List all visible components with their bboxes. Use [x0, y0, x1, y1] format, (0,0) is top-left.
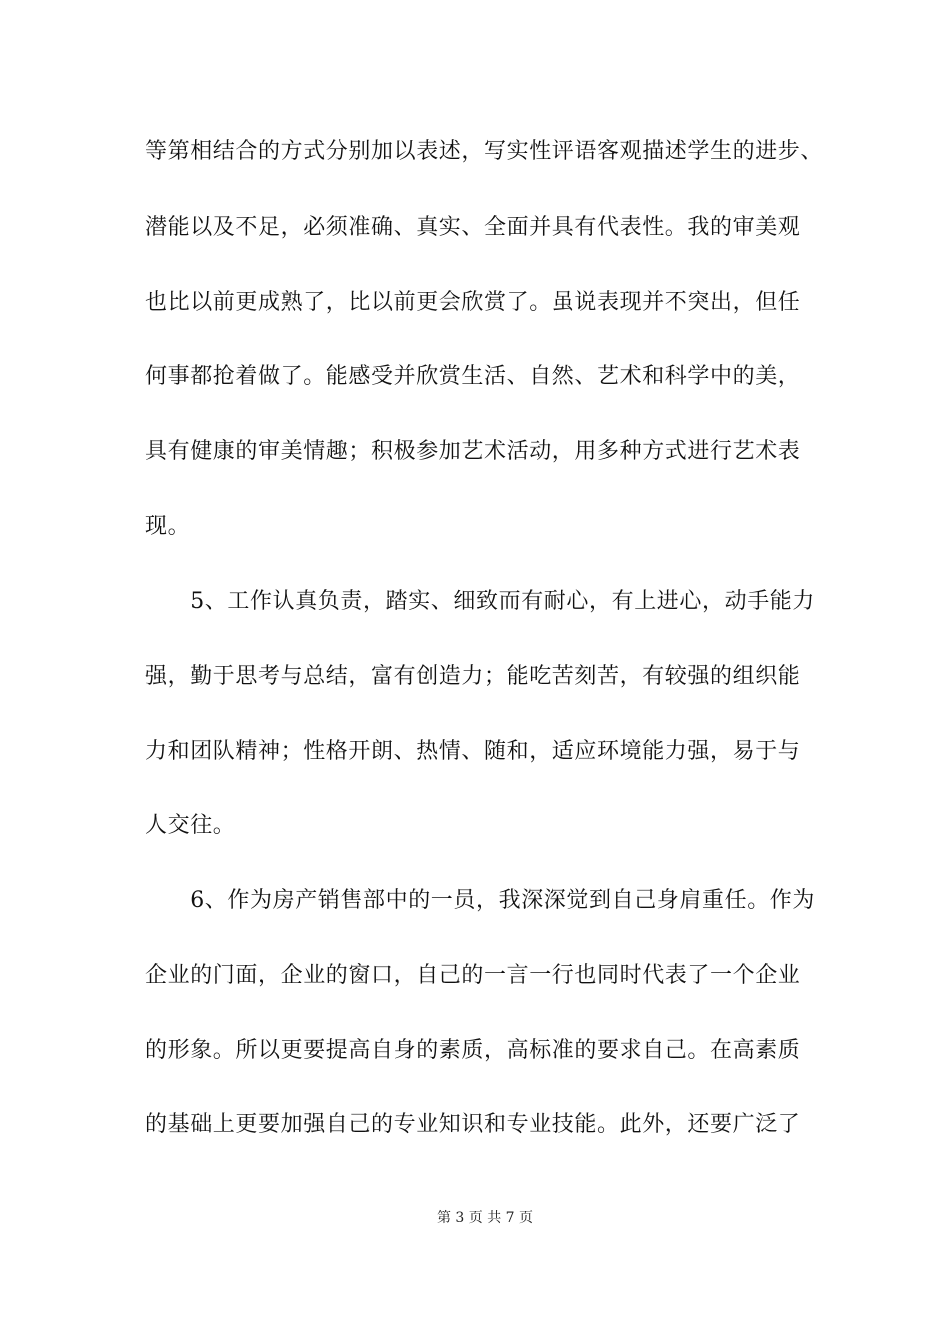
text-line: 的形象。所以更要提高自身的素质，高标准的要求自己。在高素质: [145, 1038, 801, 1063]
text-line: 5、工作认真负责，踏实、细致而有耐心，有上进心，动手能力: [145, 589, 815, 614]
text-line: 也比以前更成熟了，比以前更会欣赏了。虽说表现并不突出，但任: [145, 290, 801, 315]
text-line: 6、作为房产销售部中的一员，我深深觉到自己身肩重任。作为: [145, 888, 815, 913]
text-line: 强，勤于思考与总结，富有创造力；能吃苦刻苦，有较强的组织能: [145, 664, 801, 689]
text-line: 人交往。: [145, 813, 236, 838]
text-line: 潜能以及不足，必须准确、真实、全面并具有代表性。我的审美观: [145, 215, 801, 240]
text-line: 何事都抢着做了。能感受并欣赏生活、自然、艺术和科学中的美，: [145, 364, 801, 389]
text-line: 等第相结合的方式分别加以表述，写实性评语客观描述学生的进步、: [145, 139, 824, 164]
text-line: 企业的门面，企业的窗口，自己的一言一行也同时代表了一个企业: [145, 963, 801, 988]
text-line: 的基础上更要加强自己的专业知识和专业技能。此外，还要广泛了: [145, 1112, 801, 1137]
text-line: 现。: [145, 514, 191, 539]
text-line: 具有健康的审美情趣；积极参加艺术活动，用多种方式进行艺术表: [145, 439, 801, 464]
page-number-footer: 第 3 页 共 7 页: [436, 1210, 534, 1226]
text-line: 力和团队精神；性格开朗、热情、随和，适应环境能力强，易于与: [145, 739, 801, 764]
